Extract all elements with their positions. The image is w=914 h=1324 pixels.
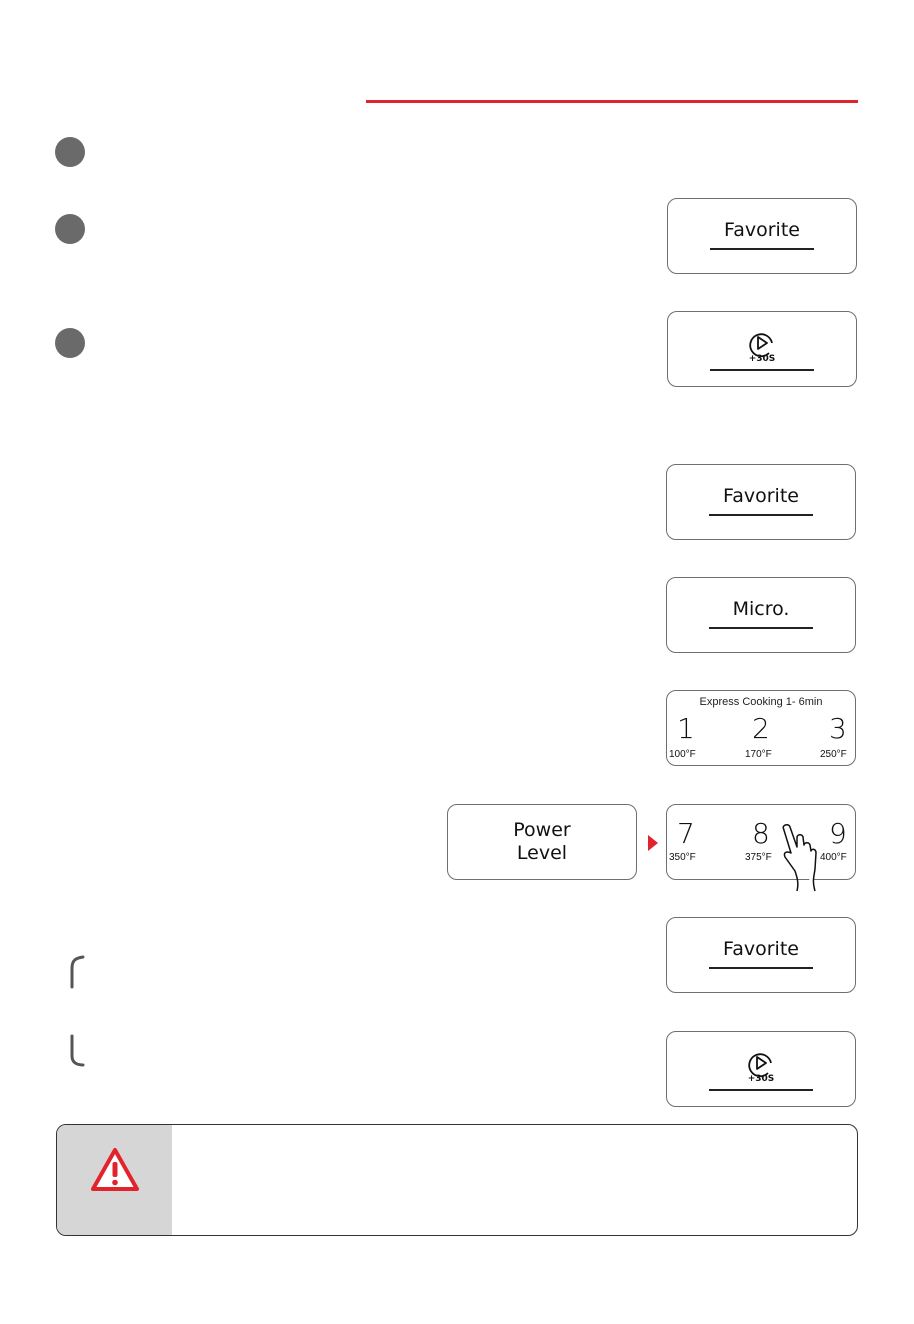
express-number-1[interactable]: 1 [677, 712, 695, 745]
start-plus-30s-icon [746, 1049, 776, 1083]
key-underline [709, 1089, 813, 1091]
favorite-key[interactable] [667, 198, 857, 274]
power-temp-8: 375°F [745, 852, 772, 863]
start-plus-30s-text: +30S [747, 1074, 775, 1083]
step-group-bracket [66, 954, 86, 1068]
favorite-key[interactable] [666, 917, 856, 993]
favorite-key-label: Favorite [724, 219, 800, 241]
warning-triangle-icon [90, 1147, 140, 1193]
power-selection-display[interactable] [666, 804, 856, 880]
power-number-9[interactable]: 9 [829, 817, 847, 850]
warning-box [56, 1124, 858, 1236]
power-temp-7: 350°F [669, 852, 696, 863]
section-header-rule [366, 100, 858, 103]
express-number-2[interactable]: 2 [752, 712, 770, 745]
step-bullet-1 [55, 137, 85, 167]
key-underline [710, 369, 814, 371]
express-cooking-title: Express Cooking 1- 6min [699, 696, 823, 708]
favorite-key[interactable] [666, 464, 856, 540]
micro-key[interactable] [666, 577, 856, 653]
power-level-key[interactable] [447, 804, 637, 880]
power-number-8[interactable]: 8 [752, 817, 770, 850]
step-bullet-3 [55, 328, 85, 358]
key-underline [709, 967, 813, 969]
power-level-line-2: Level [516, 842, 568, 864]
hand-pointer-icon [777, 823, 819, 893]
express-number-3[interactable]: 3 [829, 712, 847, 745]
key-underline [709, 627, 813, 629]
micro-key-label: Micro. [732, 598, 790, 620]
key-underline [709, 514, 813, 516]
start-plus-30s-icon [747, 329, 777, 363]
key-underline [710, 248, 814, 250]
express-temp-3: 250°F [820, 749, 847, 760]
start-plus-30s-key[interactable] [666, 1031, 856, 1107]
arrow-right-icon [648, 835, 658, 851]
express-temp-1: 100°F [669, 749, 696, 760]
start-plus-30s-text: +30S [748, 354, 776, 363]
favorite-key-label: Favorite [723, 485, 799, 507]
express-cooking-display[interactable] [666, 690, 856, 766]
power-level-label [448, 819, 636, 865]
express-temp-2: 170°F [745, 749, 772, 760]
power-level-line-1: Power [513, 819, 571, 841]
power-temp-9: 400°F [820, 852, 847, 863]
warning-side-panel [57, 1125, 172, 1235]
start-plus-30s-key[interactable] [667, 311, 857, 387]
power-number-7[interactable]: 7 [677, 817, 695, 850]
step-bullet-2 [55, 214, 85, 244]
favorite-key-label: Favorite [723, 938, 799, 960]
